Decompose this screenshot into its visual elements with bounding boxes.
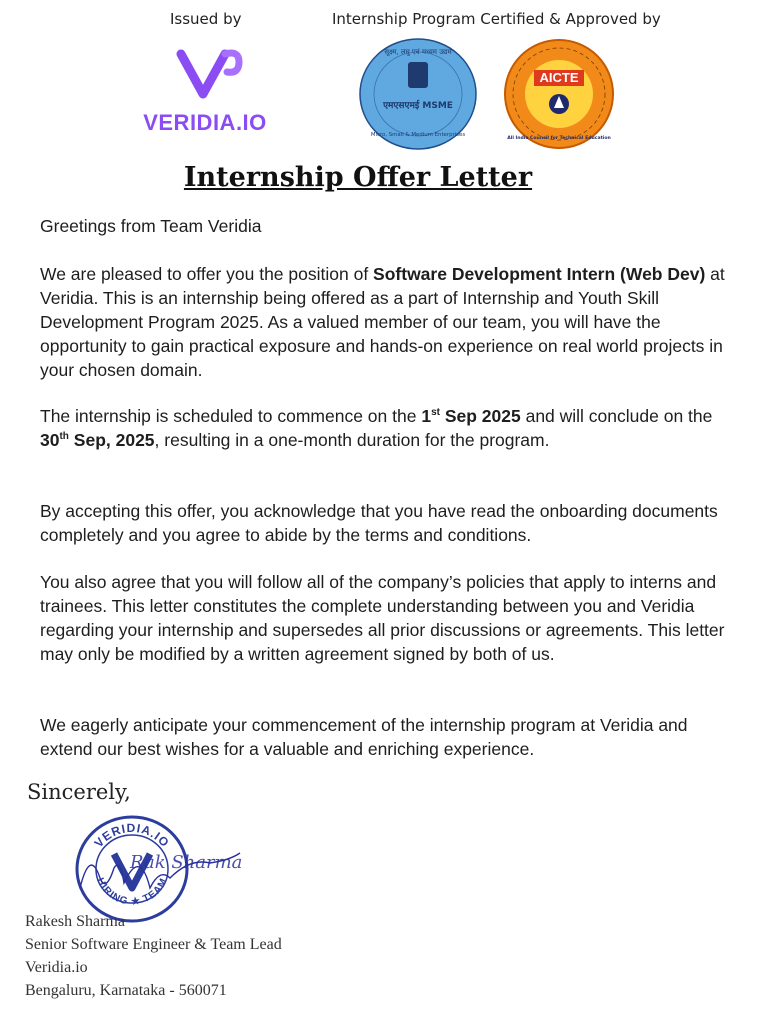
end-month-year: Sep, 2025: [68, 430, 155, 450]
veridia-v-icon: [135, 48, 285, 108]
stamp-top-text: VERIDIA.IO: [91, 820, 173, 851]
msme-seal-subtitle: Micro, Small & Medium Enterprises: [370, 132, 466, 138]
position-title: Software Development Intern (Web Dev): [373, 264, 706, 284]
schedule-middle: and will conclude on the: [520, 406, 713, 426]
aicte-seal-icon: [500, 38, 618, 150]
wishes-text: We eagerly anticipate your commencement of the internship program at Veridia and extend our best wishes for a valuable and enriching experience.: [40, 715, 688, 759]
schedule-end: , resulting in a one-month duration for the program.: [154, 430, 550, 450]
stamp-bottom-text: HIRING ★ TEAM: [94, 876, 170, 908]
end-ordinal: th: [59, 431, 69, 443]
signatory-address: Bengaluru, Karnataka - 560071: [25, 982, 227, 999]
end-date: [40, 430, 155, 450]
signatory-company: Veridia.io: [25, 959, 88, 976]
intro-paragraph: [40, 262, 740, 382]
schedule-prefix: The internship is scheduled to commence on the: [40, 406, 422, 426]
wishes-paragraph: [40, 713, 740, 761]
signatory-role: Senior Software Engineer & Team Lead: [25, 936, 282, 953]
greeting-text: Greetings from Team Veridia: [40, 216, 262, 236]
start-day: 1: [421, 406, 432, 426]
schedule-paragraph: [40, 404, 740, 452]
policy-text: You also agree that you will follow all of the company’s policies that apply to interns and trainees. This letter constitutes the complete understanding between you and Veridia regarding your internship and supersedes all prior discussions or agreements. This letter may only be modified by a written agreement signed by both of us.: [40, 572, 725, 664]
handwritten-signature-icon: [70, 838, 250, 908]
start-month-year: Sep 2025: [439, 406, 521, 426]
msme-seal-name: एमएसएमई MSME: [383, 101, 453, 111]
acceptance-text: By accepting this offer, you acknowledge that you have read the onboarding documents completely and you agree to abide by the terms and conditions.: [40, 501, 718, 545]
veridia-logo-text: VERIDIA.IO: [143, 110, 267, 135]
start-date: [421, 406, 520, 426]
msme-seal-arc-text: सूक्ष्म, लघु एवं मध्यम उद्यम: [384, 48, 452, 56]
aicte-seal-label: AICTE: [539, 70, 579, 85]
policy-paragraph: [40, 570, 740, 666]
msme-seal-icon: [358, 38, 478, 150]
aicte-seal-ring-text: All India Council for Technical Education: [507, 136, 611, 141]
end-day: 30: [40, 430, 60, 450]
start-ordinal: st: [431, 407, 440, 419]
signature-text: Rak Sharma: [130, 852, 243, 873]
issued-by-label: Issued by: [170, 10, 242, 28]
closing-salutation: Sincerely,: [27, 780, 131, 804]
letter-title: Internship Offer Letter: [183, 162, 533, 193]
intro-prefix: We are pleased to offer you the position of: [40, 264, 374, 284]
veridia-logo: [130, 48, 290, 138]
intro-suffix: at Veridia. This is an internship being offered as a part of Internship and Youth Skill Development Program 2025. As a valued member of our team, you will have the opportunity to gain practical exposure and hands-on experience on real world projects in your chosen domain.: [40, 264, 725, 380]
signatory-name: Rakesh Sharma: [25, 913, 125, 930]
approved-by-label: Internship Program Certified & Approved by: [332, 10, 661, 28]
acceptance-paragraph: [40, 499, 740, 547]
greeting-paragraph: [40, 214, 740, 238]
